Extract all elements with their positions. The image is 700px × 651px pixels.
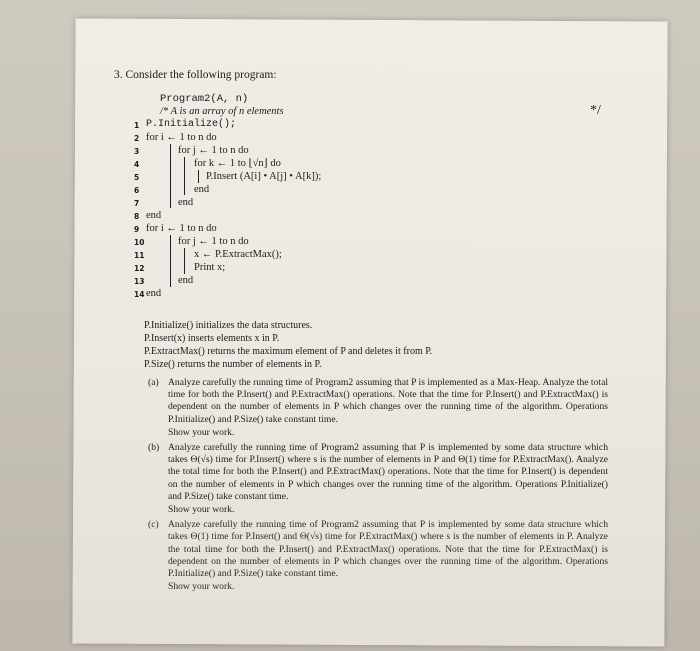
definition-size: P.Size() returns the number of elements in P. <box>144 359 322 370</box>
part-label: (a) <box>148 377 159 388</box>
code-line: 14 end <box>134 288 162 299</box>
block-bar-inner-second-loop <box>184 248 185 274</box>
definition-extractmax: P.ExtractMax() returns the maximum element of P and deletes it from P. <box>144 346 433 357</box>
code-line: 13 end <box>134 275 194 286</box>
code-line: 4 for k ← 1 to ⌊√n⌋ do <box>134 158 281 169</box>
part-label: (b) <box>148 442 160 454</box>
definition-initialize: P.Initialize() initializes the data structures. <box>144 320 313 331</box>
show-work: Show your work. <box>168 581 235 593</box>
code-line: 8 end <box>134 210 162 221</box>
show-work: Show your work. <box>168 504 235 516</box>
code-line: 5 P.Insert (A[i] • A[j] • A[k]); <box>134 171 322 182</box>
part-text: Analyze carefully the running time of Program2 assuming that P is implemented by some data structure which takes Θ(1) time for P.Insert() and Θ(√s) time for P.ExtractMax() where s is the number of elements in P. Analyze the total time for both the P.Insert() and P.ExtractMax() operations. Note that the time for P.ExtractMax() is dependent on the number of elements in P which changes over the running time of the algorithm. Operations P.Initialize() and P.Size() take constant time. <box>168 519 608 580</box>
block-bar-j-loop <box>184 157 185 195</box>
code-line: 7 end <box>134 197 194 208</box>
question-parts <box>148 377 608 596</box>
code-line: 1 P.Initialize(); <box>134 119 237 130</box>
show-work: Show your work. <box>168 426 235 438</box>
part-text: Analyze carefully the running time of Program2 assuming that P is implemented by some data structure which takes Θ(√s) time for P.Insert() where s is the number of elements in P and Θ(1) time for P.ExtractMax(). Analyze the total time for both the P.Insert() and P.ExtractMax() operations. Note that the time for P.Insert() is dependent on the number of elements in P which changes over the running time of the algorithm. Operations P.Initialize() and P.Size() take constant time. <box>168 442 608 502</box>
definitions-block <box>144 319 432 371</box>
code-line: 12 Print x; <box>134 262 226 273</box>
code-line: 9 for i ← 1 to n do <box>134 223 217 234</box>
question-heading: 3. Consider the following program: <box>114 69 277 81</box>
definition-insert: P.Insert(x) inserts elements x in P. <box>144 333 280 344</box>
part-label: (c) <box>148 519 159 531</box>
program-signature: Program2(A, n) <box>160 93 249 105</box>
code-line: 2 for i ← 1 to n do <box>134 132 217 143</box>
block-bar-second-loop <box>170 235 171 287</box>
block-bar-k-loop <box>198 170 199 183</box>
code-line: 6 end <box>134 184 210 195</box>
comment-close-mark: */ <box>590 103 601 118</box>
block-bar-outer-loop <box>170 144 171 208</box>
code-line: 3 for j ← 1 to n do <box>134 145 249 156</box>
part-text: Analyze carefully the running time of Program2 assuming that P is implemented as a Max-Heap. Analyze the total time for both the P.Insert() and P.ExtractMax() operations. Note that the time for P.Insert() and P.ExtractMax() is dependent on the number of elements in P which changes over the running time of the algorithm. Operations P.Initialize() and P.Size() take constant time. <box>168 377 608 425</box>
program-comment: /* A is an array of n elements <box>160 106 284 117</box>
code-line: 10 for j ← 1 to n do <box>134 236 249 247</box>
part-b <box>148 442 608 516</box>
code-line: 11 x ← P.ExtractMax(); <box>134 249 282 260</box>
part-a <box>148 377 608 439</box>
part-c <box>148 519 608 593</box>
